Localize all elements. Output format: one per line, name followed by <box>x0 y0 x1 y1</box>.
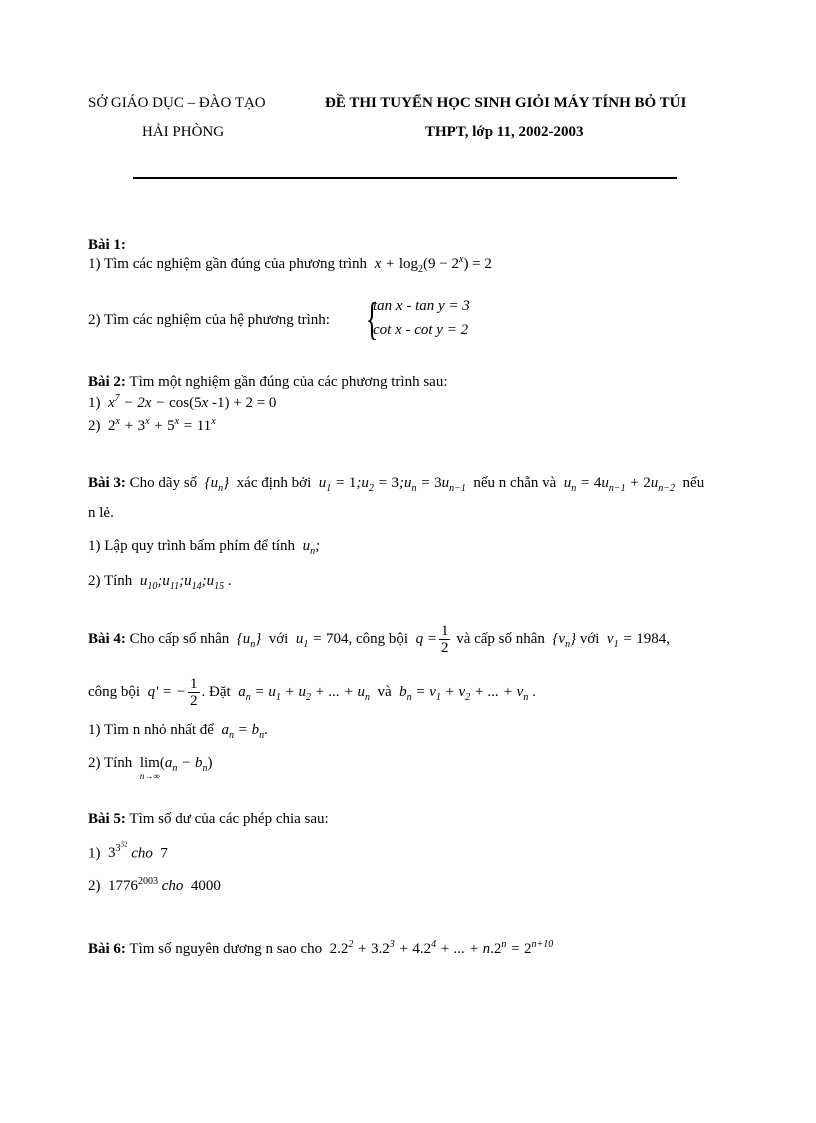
bai3-intro-line <box>88 475 704 492</box>
bai5-q2-divisor: 4000 <box>187 878 221 894</box>
bai3-heading: Bài 3: <box>88 475 126 491</box>
bai4-v1: $v_1 = 1984$ <box>603 630 667 650</box>
bai5-q2-cho: cho <box>161 878 184 894</box>
bai4-intro-line: Bài 4: Cho cấp số nhân $\{u_n\}$ với $u_1 = 704$, công bội q = $\frac{1}{2}$ và cấp số nhân $\{v_n\}$ với $v_1 = 1984$, <box>88 623 670 656</box>
bai1-q1-text: 1) Tìm các nghiệm gần đúng của phương trình <box>88 256 368 272</box>
bai5-question-1 <box>88 841 168 862</box>
bai3-q1-term: $u_n$; <box>298 538 321 557</box>
bai4-bn-def: $b_n = v_1 + v_2$ + ... + $v_n$ . <box>395 683 536 703</box>
header-divider <box>133 177 677 179</box>
bai3-if-even: nếu n chẵn và <box>473 475 557 491</box>
bai4-and: và <box>377 683 392 700</box>
bai3-sequence: $\{u_n\}$ <box>200 475 233 494</box>
bai2-q2-equation: $2^x + 3^x + 5^x = 11^x$ <box>108 416 216 434</box>
bai3-odd-recurrence: $u_n = 4u_{n-1} + 2u_{n-2}$ <box>560 475 676 494</box>
bai4-set-text: . Đặt <box>201 683 231 700</box>
bai2-intro: Tìm một nghiệm gần đúng của các phương trình sau: <box>129 374 448 390</box>
bai4-second-line <box>88 676 536 709</box>
bai5-intro: Tìm số dư của các phép chia sau: <box>129 811 329 827</box>
bai2-q1-equation: $x^7 - 2x - \cos(5x$ -1) + 2 = 0 <box>104 393 277 411</box>
bai5-q1-divisor: 7 <box>156 845 168 862</box>
bai5-question-2 <box>88 878 221 895</box>
bai2-heading: Bài 2: <box>88 374 126 390</box>
bai4-ratio-text: , công bội <box>348 630 409 647</box>
bai5-heading: Bài 5: <box>88 811 126 827</box>
bai1-system-brace: { <box>365 293 379 344</box>
bai4-with: với <box>268 630 289 647</box>
bai4-gp-v: $\{v_n\}$ <box>548 630 577 650</box>
bai6-intro: Tìm số nguyên dương n sao cho <box>129 941 323 957</box>
bai6-equation: $2.2^2 + 3.2^3 + 4.2^4$ + ... + $n.2^n = 2^{n+10}$ <box>329 939 554 957</box>
bai4-q1-condition: $a_n = b_n$. <box>217 722 268 741</box>
bai2-q2-label: 2) <box>88 418 101 434</box>
bai3-n-odd: n lẻ. <box>88 505 114 521</box>
exam-subtitle: THPT, lớp 11, 2002-2003 <box>425 124 584 140</box>
bai4-ratio2-text: công bội <box>88 683 141 700</box>
bai3-question-2 <box>88 573 232 590</box>
bai4-q2-limit: lim n→∞ $(a_n - b_n)$ <box>139 755 213 781</box>
bai5-q2-expression: $1776^{2003}$ <box>104 876 158 894</box>
bai4-q-prime: q' = − $\frac{1}{2}$ <box>143 676 198 709</box>
bai1-question-1 <box>88 256 492 273</box>
bai2-intro-line <box>88 374 447 391</box>
bai3-q2-text: 2) Tính <box>88 573 133 589</box>
bai4-gp-u: $\{u_n\}$ <box>233 630 265 650</box>
bai4-u1: $u_1 = 704$ <box>292 630 349 650</box>
bai4-question-2 <box>88 755 212 781</box>
bai3-initial-terms: $u_1$ = $1;u_2$ = $3;u_n = 3u_{n-1}$ <box>315 475 466 494</box>
bai3-intro: Cho dãy số <box>129 475 198 491</box>
bai1-system-line-1: tan x - tan y = 3 <box>373 298 470 314</box>
bai4-q2-text: 2) Tính <box>88 755 133 771</box>
department-city: HẢI PHÒNG <box>142 124 225 140</box>
bai6-heading: Bài 6: <box>88 941 126 957</box>
exam-title: ĐỀ THI TUYỂN HỌC SINH GIỎI MÁY TÍNH BỎ TÚI <box>325 95 687 111</box>
bai4-q: q = $\frac{1}{2}$ <box>411 623 449 656</box>
bai5-q1-cho: cho <box>131 845 153 862</box>
bai2-q1-label: 1) <box>88 395 101 411</box>
department-name: SỞ GIÁO DỤC – ĐÀO TẠO <box>88 95 266 111</box>
bai3-q2-terms: $u_{10};u_{11};u_{14};u_{15}$ . <box>136 573 232 592</box>
bai4-an-def: $a_n = u_1 + u_2$ + ... + $u_n$ <box>234 683 370 703</box>
bai1-heading: Bài 1: <box>88 237 126 253</box>
bai3-if-odd: nếu <box>682 475 705 491</box>
bai1-q2-text: 2) Tìm các nghiệm của hệ phương trình: <box>88 312 330 328</box>
bai4-and-gp: và cấp số nhân <box>456 630 545 647</box>
bai2-question-2 <box>88 418 216 435</box>
bai4-heading: Bài 4: <box>88 630 126 647</box>
bai4-question-1 <box>88 722 268 739</box>
bai4-with-2: với <box>579 630 600 647</box>
bai1-q1-equation: $x + \log_2(9 - 2^x) = 2$ <box>370 254 492 275</box>
bai3-defined-by: xác định bởi <box>236 475 312 491</box>
bai5-q2-label: 2) <box>88 878 101 894</box>
bai2-question-1 <box>88 395 276 412</box>
bai5-q1-label: 1) <box>88 845 101 862</box>
bai3-q1-text: 1) Lập quy trình bấm phím để tính <box>88 538 296 554</box>
bai1-system-line-2: cot x - cot y = 2 <box>373 322 469 338</box>
bai4-q1-text: 1) Tìm n nhỏ nhất để <box>88 722 214 738</box>
bai6-line <box>88 941 553 958</box>
bai4-intro: Cho cấp số nhân <box>129 630 230 647</box>
bai3-question-1 <box>88 538 320 555</box>
bai5-q1-expression: $3^{3^{32}}$ <box>104 841 128 862</box>
bai5-intro-line <box>88 811 329 828</box>
